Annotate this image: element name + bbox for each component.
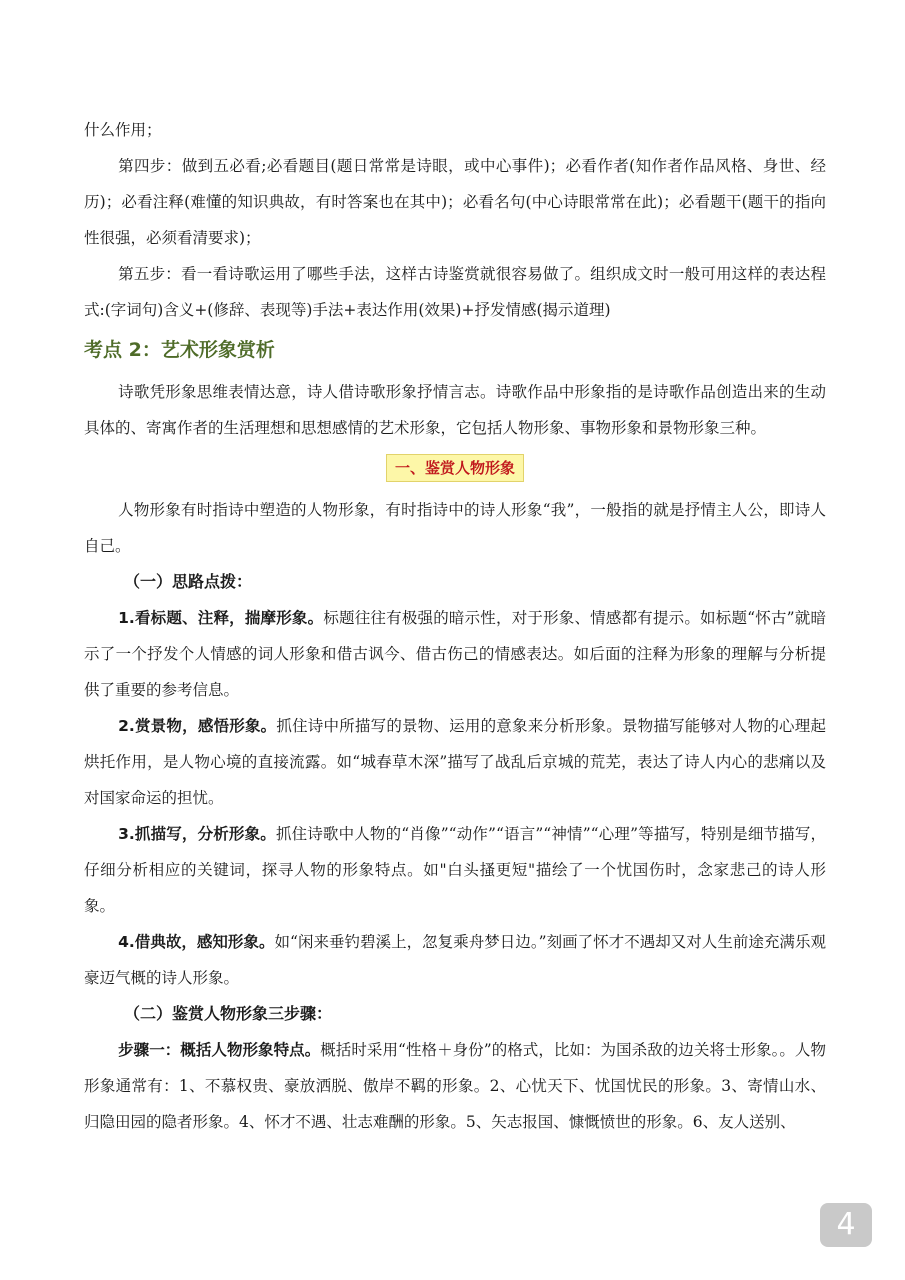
section-intro-paragraph: 诗歌凭形象思维表情达意，诗人借诗歌形象抒情言志。诗歌作品中形象指的是诗歌作品创造出来的生动具体的、寄寓作者的生活理想和思想感情的艺术形象，它包括人物形象、事物形象和景物形象三种。 (84, 383, 826, 437)
point-2-heading: 2.赏景物，感悟形象。 (118, 717, 277, 735)
step-five-paragraph: 第五步：看一看诗歌运用了哪些手法，这样古诗鉴赏就很容易做了。组织成文时一般可用这样的表达程式:(字词句)含义+(修辞、表现等)手法+表达作用(效果)+抒发情感(揭示道理) (84, 265, 826, 319)
subsection-heading-2: （二）鉴赏人物形象三步骤： (124, 1004, 333, 1023)
highlight-heading-wrap (84, 450, 826, 486)
point-2-body: 抓住诗中所描写的景物、运用的意象来分析形象。景物描写能够对人物的心理起烘托作用，是人物心境的直接流露。如“城春草木深”描写了战乱后京城的荒芜，表达了诗人内心的悲痛以及对国家命运的担忧。 (84, 717, 826, 807)
point-2-paragraph (84, 708, 826, 816)
point-3-paragraph (84, 816, 826, 924)
step-one-paragraph (84, 1032, 826, 1140)
point-4-paragraph (84, 924, 826, 996)
step-four-paragraph: 第四步：做到五必看;必看题目(题日常常是诗眼，或中心事件)；必看作者(知作者作品风格、身世、经历)；必看注释(难懂的知识典故，有时答案也在其中)；必看名句(中心诗眼常常在此)；必看题干(题干的指向性很强，必须看清要求)； (84, 157, 826, 247)
continued-line: 什么作用； (84, 121, 162, 139)
point-4-body: 如“闲来垂钓碧溪上，忽复乘舟梦日边。”刻画了怀才不遇却又对人生前途充满乐观豪迈气概的诗人形象。 (84, 933, 826, 987)
point-4-heading: 4.借典故，感知形象。 (118, 933, 275, 951)
person-intro-paragraph: 人物形象有时指诗中塑造的人物形象，有时指诗中的诗人形象“我”，一般指的就是抒情主人公，即诗人自己。 (84, 501, 826, 555)
subsection-heading-1: （一）思路点拨： (124, 572, 253, 591)
point-3-body: 抓住诗歌中人物的“肖像”“动作”“语言”“神情”“心理”等描写，特别是细节描写，仔细分析相应的关键词，探寻人物的形象特点。如"白头搔更短"描绘了一个忧国伤时，念家悲己的诗人形象。 (84, 825, 826, 915)
section-title: 考点 2：艺术形象赏析 (84, 339, 275, 361)
highlight-heading: 一、鉴赏人物形象 (386, 454, 524, 482)
point-1-heading: 1.看标题、注释，揣摩形象。 (118, 609, 324, 627)
step-one-heading: 步骤一：概括人物形象特点。 (118, 1041, 321, 1059)
page-number-badge: 4 (820, 1203, 872, 1247)
document-body (84, 112, 826, 1140)
step-one-body: 概括时采用“性格＋身份”的格式，比如：为国杀敌的边关将士形象。。人物形象通常有：1、不慕权贵、豪放洒脱、傲岸不羁的形象。2、心忧天下、忧国忧民的形象。3、寄情山水、归隐田园的隐者形象。4、怀才不遇、壮志难酬的形象。5、矢志报国、慷慨愤世的形象。6、友人送别、 (84, 1041, 826, 1131)
point-1-body: 标题往往有极强的暗示性，对于形象、情感都有提示。如标题“怀古”就暗示了一个抒发个人情感的词人形象和借古讽今、借古伤己的情感表达。如后面的注释为形象的理解与分析提供了重要的参考信息。 (84, 609, 826, 699)
point-1-paragraph (84, 600, 826, 708)
point-3-heading: 3.抓描写，分析形象。 (118, 825, 276, 843)
